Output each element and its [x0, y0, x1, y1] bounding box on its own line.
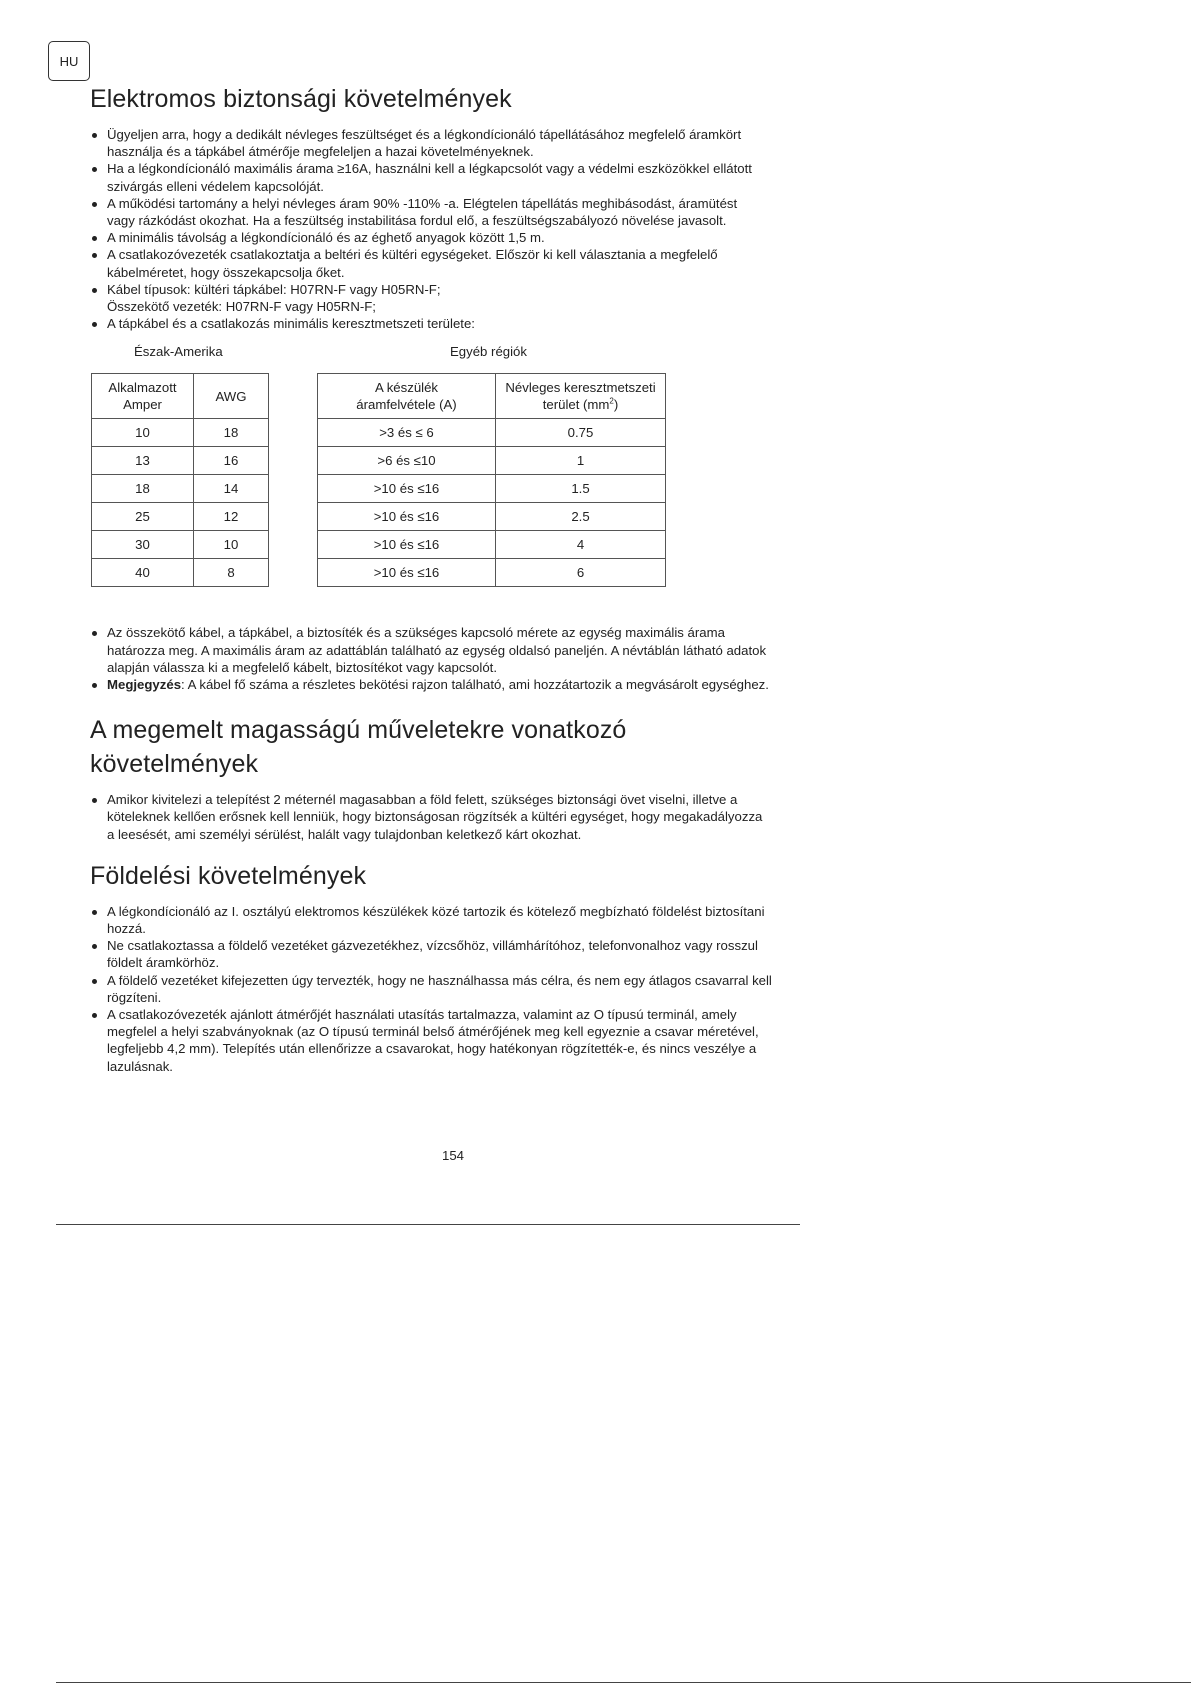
table-row: 18 14 — [92, 475, 269, 503]
table-row: 25 12 — [92, 503, 269, 531]
list-item: A csatlakozóvezeték ajánlott átmérőjét használati utasítás tartalmazza, valamint az O típusú terminál, amely megfelel a helyi szabványoknak (az O típusú terminál belső átmérőjének meg kell egyeznie a csavar méretével, legfeljebb 4,2 mm). Telepítés után ellenőrizze a csavarokat, hogy hatékonyan rögzítették-e, és nincs veszélye a lazulásnak. — [90, 1006, 790, 1075]
list-item: Ha a légkondícionáló maximális árama ≥16A, használni kell a légkapcsolót vagy a védelmi eszközökkel ellátott szivárgás elleni védelem kapcsolóját. — [90, 160, 790, 194]
caption-north-america: Észak-Amerika — [134, 344, 223, 360]
height-work-list — [90, 791, 790, 843]
note-label: Megjegyzés — [107, 677, 182, 693]
list-item: A földelő vezetéket kifejezetten úgy tervezték, hogy ne használhassa más célra, és nem egy átlagos csavarral kell rögzíteni. — [90, 972, 790, 1006]
list-item: A tápkábel és a csatlakozás minimális keresztmetszeti területe: — [90, 315, 790, 332]
section-title-grounding: Földelési követelmények — [90, 861, 367, 890]
list-item: Kábel típusok: kültéri tápkábel: H07RN-F vagy H05RN-F; Összekötő vezeték: H07RN-F vagy H05RN-F; — [90, 281, 790, 315]
grounding-list — [90, 903, 790, 1075]
bottom-divider-line — [56, 1682, 1191, 1683]
list-item: A csatlakozóvezeték csatlakoztatja a beltéri és kültéri egységeket. Először ki kell választania a megfelelő kábelméretet, hogy összekapcsolja őket. — [90, 246, 790, 280]
section-title-electrical: Elektromos biztonsági követelmények — [90, 85, 512, 113]
header-awg: AWG — [194, 374, 269, 419]
cable-notes-list — [90, 624, 790, 693]
list-item: Ne csatlakoztassa a földelő vezetéket gázvezetékhez, vízcsőhöz, villámhárítóhoz, telefonvonalhoz vagy rosszul földelt áramkörhöz. — [90, 937, 790, 971]
header-current-draw: A készülék áramfelvétele (A) — [318, 374, 496, 419]
table-row: 40 8 — [92, 559, 269, 587]
table-north-america — [91, 373, 269, 587]
table-row: >6 és ≤10 1 — [318, 447, 666, 475]
section-title-height-work: A megemelt magasságú műveletekre vonatkozó követelmények — [90, 716, 627, 779]
caption-other-regions: Egyéb régiók — [450, 344, 527, 360]
header-cross-section: Névleges keresztmetszeti terület $(mm^2)$ — [496, 374, 666, 419]
language-badge: HU — [48, 41, 90, 81]
cable-tables — [90, 344, 790, 624]
note-item: Megjegyzés: A kábel fő száma a részletes bekötési rajzon található, ami hozzátartozik a megvásárolt egységhez. — [90, 676, 790, 693]
list-item: A légkondícionáló az I. osztályú elektromos készülékek közé tartozik és kötelező megbízható földelést biztosítani hozzá. — [90, 903, 790, 937]
table-row: 10 18 — [92, 419, 269, 447]
list-item: A működési tartomány a helyi névleges áram 90% -110% -a. Elégtelen tápellátás meghibásodást, áramütést vagy rázkódást okozhat. Ha a feszültség instabilitása fordul elő, a feszültségszabályozó növelése javasolt. — [90, 195, 790, 229]
divider-line — [56, 1224, 800, 1225]
page-number: 154 — [441, 1148, 464, 1163]
header-amper: Alkalmazott Amper — [92, 374, 194, 419]
table-row: >3 és ≤ 6 0.75 — [318, 419, 666, 447]
page-content — [90, 82, 790, 1075]
table-row: >10 és ≤16 6 — [318, 559, 666, 587]
list-item: Az összekötő kábel, a tápkábel, a biztosíték és a szükséges kapcsoló mérete az egység maximális árama határozza meg. A maximális áram az adattáblán található az egység oldalsó paneljén. A névtáblán látható adatok alapján válassza ki a megfelelő kábelt, biztosítékot vagy kapcsolót. — [90, 624, 790, 676]
table-row: 13 16 — [92, 447, 269, 475]
table-other-regions — [317, 373, 666, 587]
list-item: A minimális távolság a légkondícionáló és az éghető anyagok között 1,5 m. — [90, 229, 790, 246]
electrical-requirements-list — [90, 126, 790, 332]
table-row: >10 és ≤16 1.5 — [318, 475, 666, 503]
list-item: Amikor kivitelezi a telepítést 2 méternél magasabban a föld felett, szükséges biztonsági övet viselni, illetve a köteleknek kellően erősnek kell lenniük, hogy biztonságosan rögzítsék a kültéri egységet, hogy megakadályozza a leesését, ami személyi sérülést, halált vagy tulajdonban keletkező kárt okozhat. — [90, 791, 790, 843]
table-row: >10 és ≤16 4 — [318, 531, 666, 559]
list-item: Ügyeljen arra, hogy a dedikált névleges feszültséget és a légkondícionáló tápellátásához megfelelő áramkört használja és a tápkábel átmérője megfeleljen a hazai követelményeknek. — [90, 126, 790, 160]
table-row: >10 és ≤16 2.5 — [318, 503, 666, 531]
table-row: 30 10 — [92, 531, 269, 559]
